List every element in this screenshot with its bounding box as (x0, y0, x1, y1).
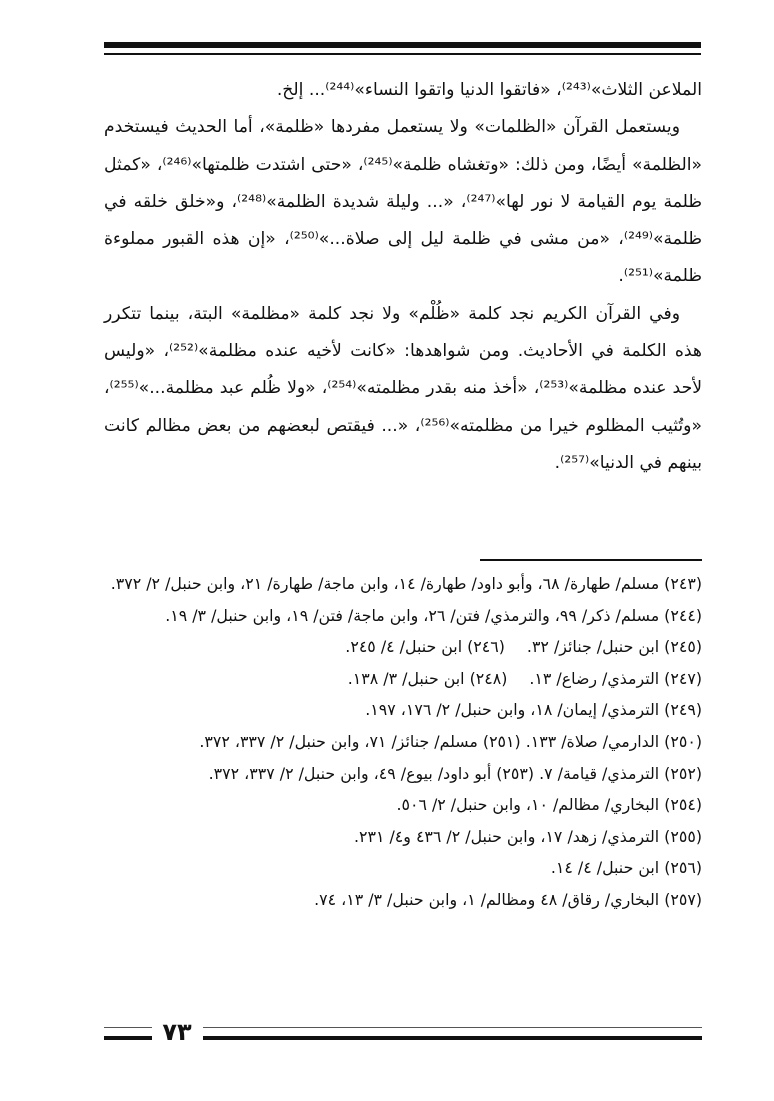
bottom-rule-left-thin (104, 1027, 152, 1028)
footnote-separator (480, 559, 702, 561)
bottom-rule-left-thick (104, 1036, 152, 1040)
footnote-244: (٢٤٤) مسلم/ ذكر/ ٩٩، والترمذي/ فتن/ ٢٦، وابن ماجة/ فتن/ ١٩، وابن حنبل/ ٣/ ١٩. (165, 605, 702, 625)
footnote-245: (٢٤٥) ابن حنبل/ جنائز/ ٣٢. (526, 637, 702, 657)
footnote-252-253: (٢٥٢) الترمذي/ قيامة/ ٧. (٢٥٣) أبو داود/ بيوع/ ٤٩، وابن حنبل/ ٢/ ٣٣٧، ٣٧٢. (208, 763, 702, 783)
footnote-250-251: (٢٥٠) الدارمي/ صلاة/ ١٣٣. (٢٥١) مسلم/ جنائز/ ٧١، وابن حنبل/ ٢/ ٣٣٧، ٣٧٢. (199, 731, 702, 751)
footnotes (100, 568, 702, 916)
footnote-256: (٢٥٦) ابن حنبل/ ٤/ ١٤. (550, 858, 702, 878)
bottom-rule-right-thick (203, 1036, 702, 1040)
top-rule-thick (104, 42, 701, 48)
top-rule-thin (104, 53, 701, 55)
footnote-243: (٢٤٣) مسلم/ طهارة/ ٦٨، وأبو داود/ طهارة/ ١٤، وابن ماجة/ طهارة/ ٢١، وابن حنبل/ ٢/ ٣٧٢. (110, 574, 702, 593)
bottom-rule-right-thin (203, 1027, 702, 1028)
footnote-246: (٢٤٦) ابن حنبل/ ٤/ ٢٤٥. (345, 637, 505, 657)
footnote-row-247-248 (100, 663, 702, 695)
footnote-255: (٢٥٥) الترمذي/ زهد/ ١٧، وابن حنبل/ ٢/ ٤٣٦ و٤/ ٢٣١. (353, 826, 702, 846)
paragraph-3: وفي القرآن الكريم نجد كلمة «ظُلْم» ولا نجد كلمة «مظلمة» البتة، بينما تتكرر هذه الكلمة في الأحاديث. ومن شواهدها: «كانت لأخيه عنده مظلمة»⁽²⁵²⁾، «وليس لأحد عنده مظلمة»⁽²⁵³⁾، «أخذ منه بقدر مظلمته»⁽²⁵⁴⁾، «ولا ظُلم عبد مظلمة...»⁽²⁵⁵⁾، «وتُثيب المظلوم خيرا من مظلمته»⁽²⁵⁶⁾، «... فيقتص لبعضهم من بعض مظالم كانت بينهم في الدنيا»⁽²⁵⁷⁾. (104, 303, 702, 473)
footnote-248: (٢٤٨) ابن حنبل/ ٣/ ١٣٨. (347, 668, 508, 688)
footnote-249: (٢٤٩) الترمذي/ إيمان/ ١٨، وابن حنبل/ ٢/ ١٧٦، ١٩٧. (365, 700, 702, 720)
footnote-257: (٢٥٧) البخاري/ رقاق/ ٤٨ ومظالم/ ١، وابن حنبل/ ٣/ ١٣، ٧٤. (314, 889, 702, 909)
page-number: ٧٣ (162, 1018, 192, 1046)
paragraph-1: الملاعن الثلاث»⁽²⁴³⁾، «فاتقوا الدنيا واتقوا النساء»⁽²⁴⁴⁾... إلخ. (276, 80, 702, 100)
paragraph-2: ويستعمل القرآن «الظلمات» ولا يستعمل مفردها «ظلمة»، أما الحديث فيستخدم «الظلمة» أيضًا، ومن ذلك: «وتغشاه ظلمة»⁽²⁴⁵⁾، «حتى اشتدت ظلمتها»⁽²⁴⁶⁾، «كمثل ظلمة يوم القيامة لا نور لها»⁽²⁴⁷⁾، «... وليلة شديدة الظلمة»⁽²⁴⁸⁾، و«خلق خلقه في ظلمة»⁽²⁴⁹⁾، «من مشى في ظلمة ليل إلى صلاة...»⁽²⁵⁰⁾، «إن هذه القبور مملوءة ظلمة»⁽²⁵¹⁾. (104, 117, 702, 287)
footnote-254: (٢٥٤) البخاري/ مظالم/ ١٠، وابن حنبل/ ٢/ ٥٠٦. (396, 795, 702, 815)
footnote-247: (٢٤٧) الترمذي/ رضاع/ ١٣. (529, 668, 702, 688)
main-text (104, 72, 702, 482)
footnote-row-245-246 (100, 631, 702, 663)
